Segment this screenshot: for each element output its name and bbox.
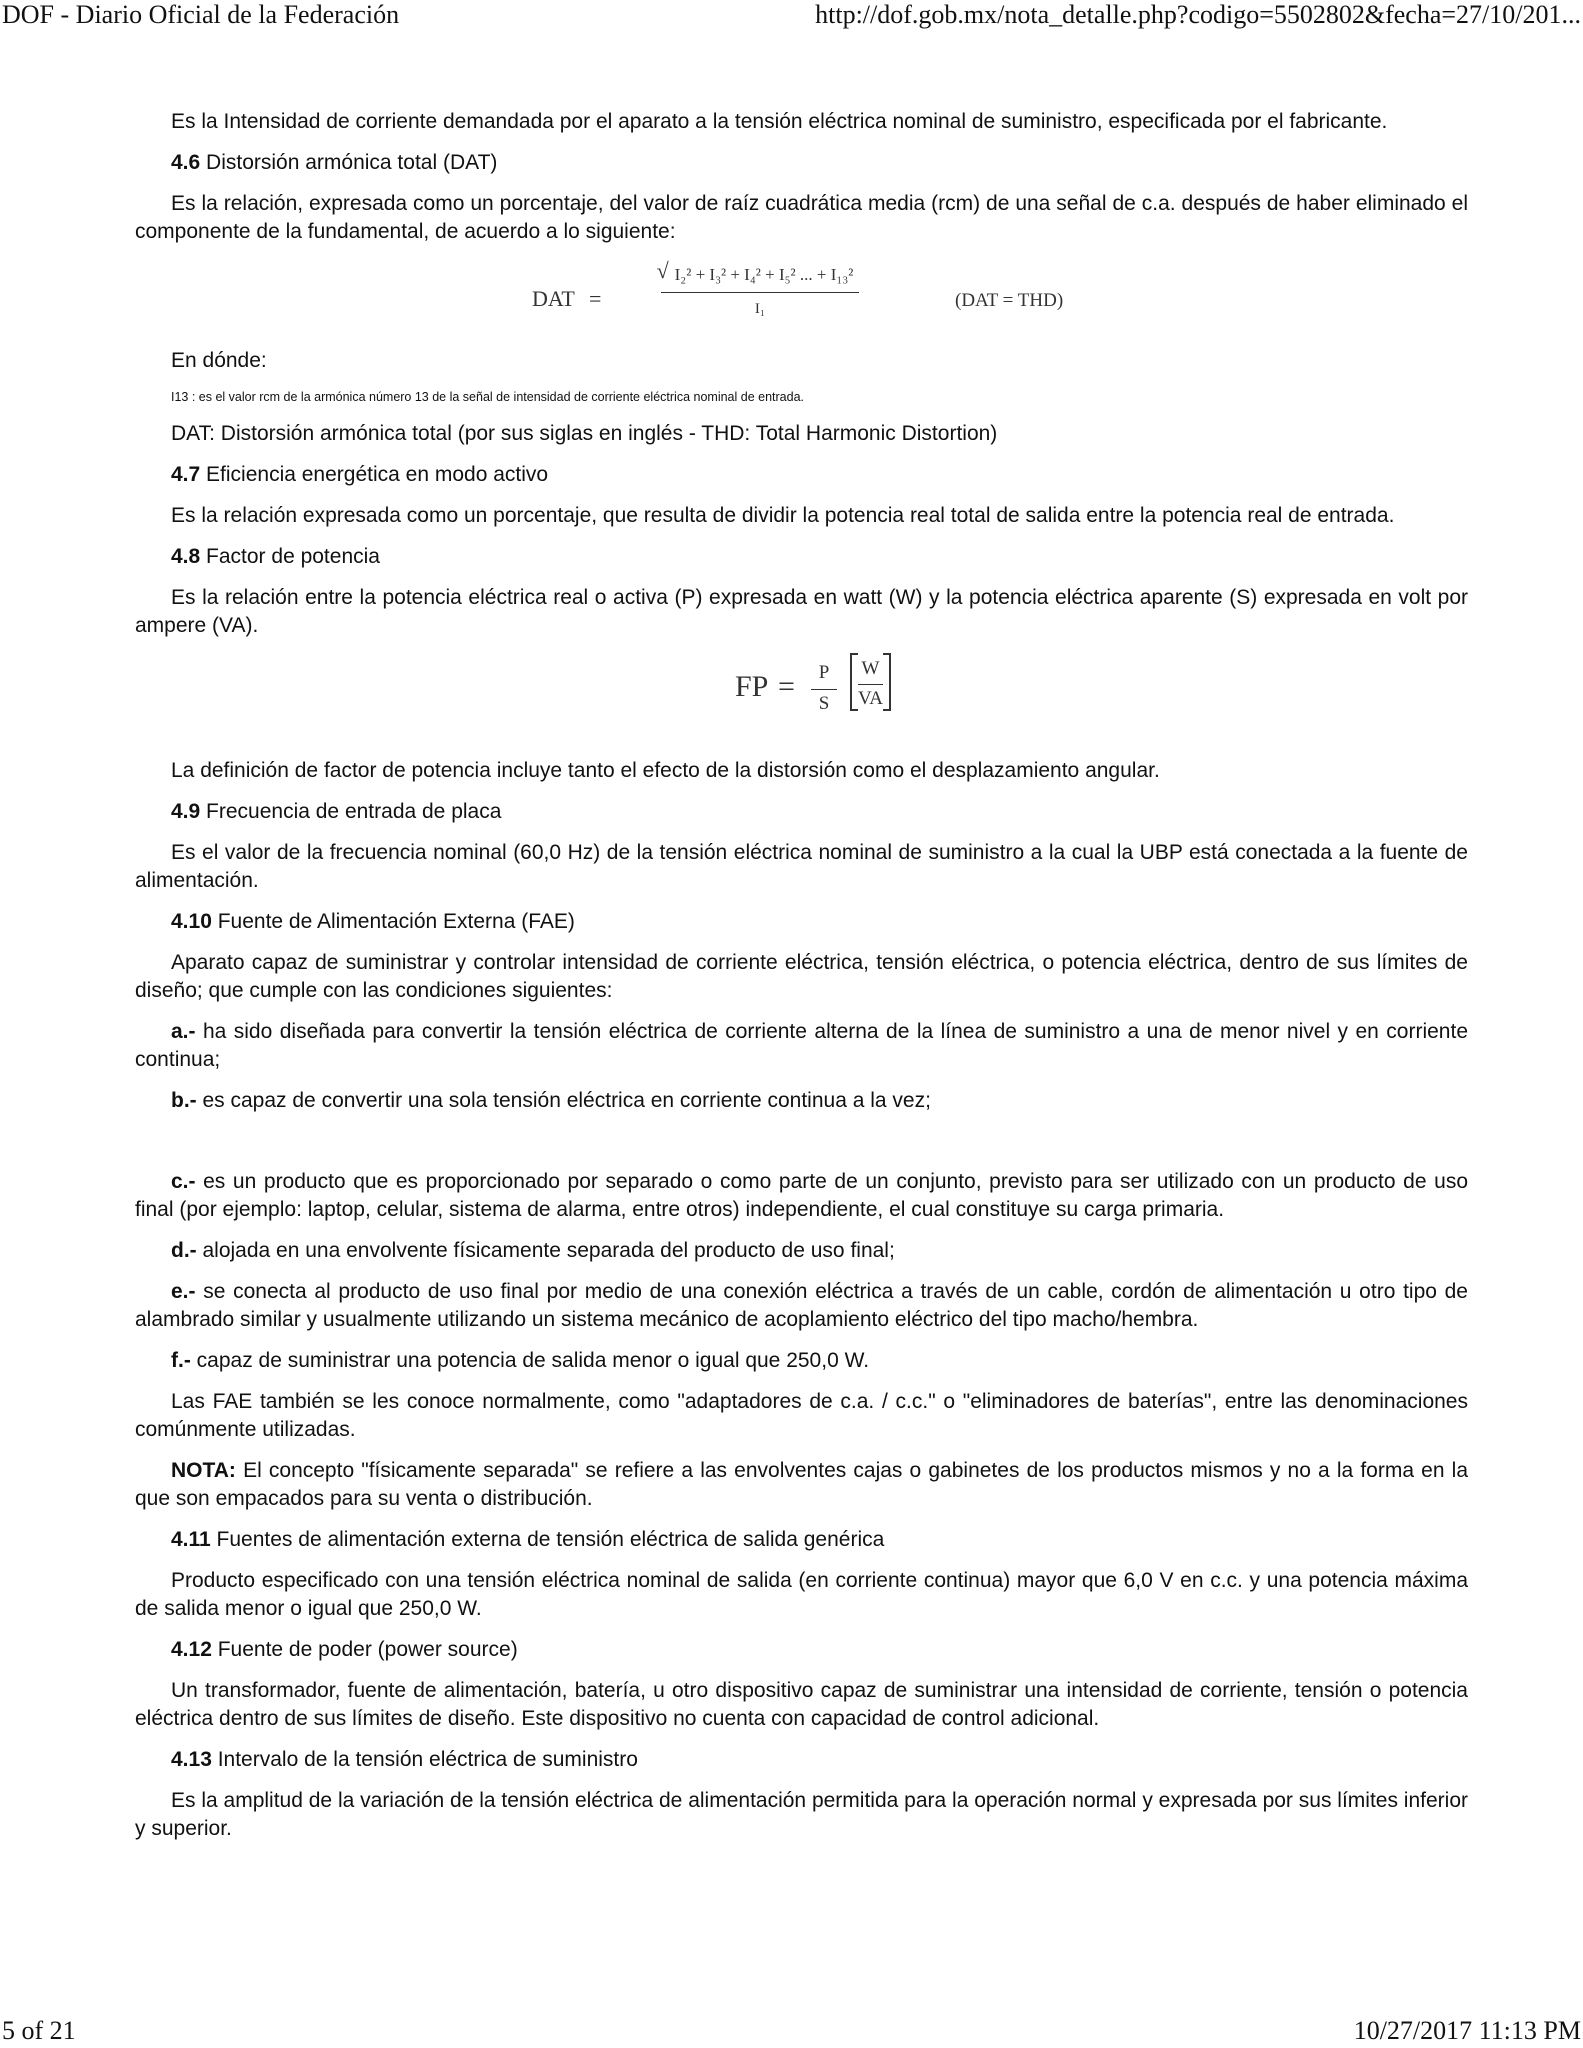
dat-formula [135,259,1468,333]
paragraph: Aparato capaz de suministrar y controlar intensidad de corriente eléctrica, tensión eléctrica, o potencia eléctrica, dentro de sus límites de diseño; que cumple con las condiciones siguientes: [135,951,1468,1002]
list-marker: e.- [171,1280,196,1303]
section-number: 4.12 [171,1638,212,1661]
list-item-e [135,1278,1468,1334]
section-heading-4-12 [135,1636,1468,1664]
formula-denominator: I₁ [754,301,766,317]
section-heading-4-7 [135,461,1468,489]
formula-note: (DAT = THD) [955,290,1064,311]
list-text: alojada en una envolvente físicamente separada del producto de uso final; [196,1239,895,1262]
note-paragraph [135,1457,1468,1513]
list-item-f [135,1347,1468,1375]
formula-equals: = [778,670,795,703]
section-title: Factor de potencia [200,545,380,568]
section-heading-4-6 [135,149,1468,177]
paragraph: Producto especificado con una tensión eléctrica nominal de salida (en corriente continua) mayor que 6,0 V en c.c. y una potencia máxima de salida menor o igual que 250,0 W. [135,1569,1468,1620]
section-title: Frecuencia de entrada de placa [200,800,502,823]
list-marker: c.- [171,1170,196,1193]
footer-timestamp: 10/27/2017 11:13 PM [1353,2016,1581,2045]
paragraph: Es la relación entre la potencia eléctrica real o activa (P) expresada en watt (W) y la potencia eléctrica aparente (S) expresada en volt por ampere (VA). [135,586,1468,637]
section-number: 4.8 [171,545,201,568]
paragraph: Es la Intensidad de corriente demandada por el aparato a la tensión eléctrica nominal de suministro, especificada por el fabricante. [171,110,1388,133]
formula-numerator: P [811,659,837,690]
list-marker: b.- [171,1089,197,1112]
section-number: 4.13 [171,1748,212,1771]
section-heading-4-9 [135,798,1468,826]
section-title: Fuentes de alimentación externa de tensión eléctrica de salida genérica [210,1528,885,1551]
paragraph: Un transformador, fuente de alimentación, batería, u otro dispositivo capaz de suministrar una intensidad de corriente, tensión o potencia eléctrica dentro de sus límites de diseño. Este dispositivo no cuenta con capacidad de control adicional. [135,1679,1468,1730]
paragraph: Es la amplitud de la variación de la tensión eléctrica de alimentación permitida para la operación normal y expresada por sus límites inferior y superior. [135,1789,1468,1840]
section-heading-4-13 [135,1746,1468,1774]
paragraph: La definición de factor de potencia incluye tanto el efecto de la distorsión como el desplazamiento angular. [171,759,1160,782]
paragraph: Es el valor de la frecuencia nominal (60,0 Hz) de la tensión eléctrica nominal de suministro a la cual la UBP está conectada a la fuente de alimentación. [135,841,1468,892]
formula-fraction [811,659,837,718]
definition-dat: DAT: Distorsión armónica total (por sus siglas en inglés - THD: Total Harmonic Distortion) [171,422,998,445]
list-item-a [135,1018,1468,1074]
unit-denominator: VA [858,688,883,709]
list-text: es un producto que es proporcionado por separado o como parte de un conjunto, previsto para ser utilizado con un producto de uso final (por ejemplo: laptop, celular, sistema de alarma, entre otros) independiente, el cual constituye su carga primaria. [135,1170,1468,1221]
formula-numerator: √ I₂² + I₃² + I₄² + I₅² ... + I₁₃² [661,259,860,293]
formula-fraction [614,259,906,323]
fp-formula [135,653,1468,735]
paragraph: Las FAE también se les conoce normalmente, como "adaptadores de c.a. / c.c." o "eliminadores de baterías", entre las denominaciones comúnmente utilizadas. [135,1390,1468,1441]
header-site-title: DOF - Diario Oficial de la Federación [2,0,400,29]
list-text: ha sido diseñada para convertir la tensión eléctrica de corriente alterna de la línea de suministro a una de menor nivel y en corriente continua; [135,1020,1468,1071]
note-text: El concepto "físicamente separada" se refiere a las envolventes cajas o gabinetes de los productos mismos y no a la forma en la que son empacados para su venta o distribución. [135,1459,1468,1510]
list-text: capaz de suministrar una potencia de salida menor o igual que 250,0 W. [190,1349,870,1372]
footer-page-count: 5 of 21 [2,2016,76,2045]
section-title: Distorsión armónica total (DAT) [200,151,498,174]
section-number: 4.9 [171,800,201,823]
list-marker: f.- [171,1349,191,1372]
paragraph: Es la relación, expresada como un porcentaje, del valor de raíz cuadrática media (rcm) de una señal de c.a. después de haber eliminado el componente de la fundamental, de acuerdo a lo siguiente: [135,192,1468,243]
list-item-d [135,1237,1468,1265]
section-title: Eficiencia energética en modo activo [200,463,549,486]
header-url: http://dof.gob.mx/nota_detalle.php?codigo=5502802&fecha=27/10/201... [815,0,1581,29]
section-title: Intervalo de la tensión eléctrica de suministro [211,1748,638,1771]
unit-numerator: W [858,653,883,685]
list-text: se conecta al producto de uso final por medio de una conexión eléctrica a través de un cable, cordón de alimentación u otro tipo de alambrado similar y usualmente utilizando un sistema mecánico de acoplamiento eléctrico del tipo macho/hembra. [135,1280,1468,1331]
section-heading-4-11 [135,1526,1468,1554]
paragraph: Es la relación expresada como un porcentaje, que resulta de dividir la potencia real total de salida entre la potencia real de entrada. [171,504,1395,527]
section-number: 4.11 [171,1528,211,1551]
list-text: es capaz de convertir una sola tensión eléctrica en corriente continua a la vez; [196,1089,931,1112]
footnote-i13: I13 : es el valor rcm de la armónica número 13 de la señal de intensidad de corriente eléctrica nominal de entrada. [171,390,804,404]
section-title: Fuente de poder (power source) [211,1638,518,1661]
section-heading-4-10 [135,908,1468,936]
note-label: NOTA: [171,1459,236,1482]
section-heading-4-8 [135,543,1468,571]
page-gap [135,1128,1468,1168]
list-item-c [135,1168,1468,1224]
section-number: 4.6 [171,151,201,174]
section-number: 4.7 [171,463,201,486]
list-marker: d.- [171,1239,197,1262]
formula-lhs: DAT [532,286,575,311]
document-body [135,108,1468,1856]
formula-equals: = [589,286,602,311]
list-marker: a.- [171,1020,196,1043]
label-en-donde: En dónde: [171,349,267,372]
section-title: Fuente de Alimentación Externa (FAE) [211,910,575,933]
list-item-b [135,1087,1468,1115]
formula-lhs: FP [735,670,769,703]
formula-denominator: S [818,693,830,714]
formula-unit [850,653,891,711]
section-number: 4.10 [171,910,212,933]
